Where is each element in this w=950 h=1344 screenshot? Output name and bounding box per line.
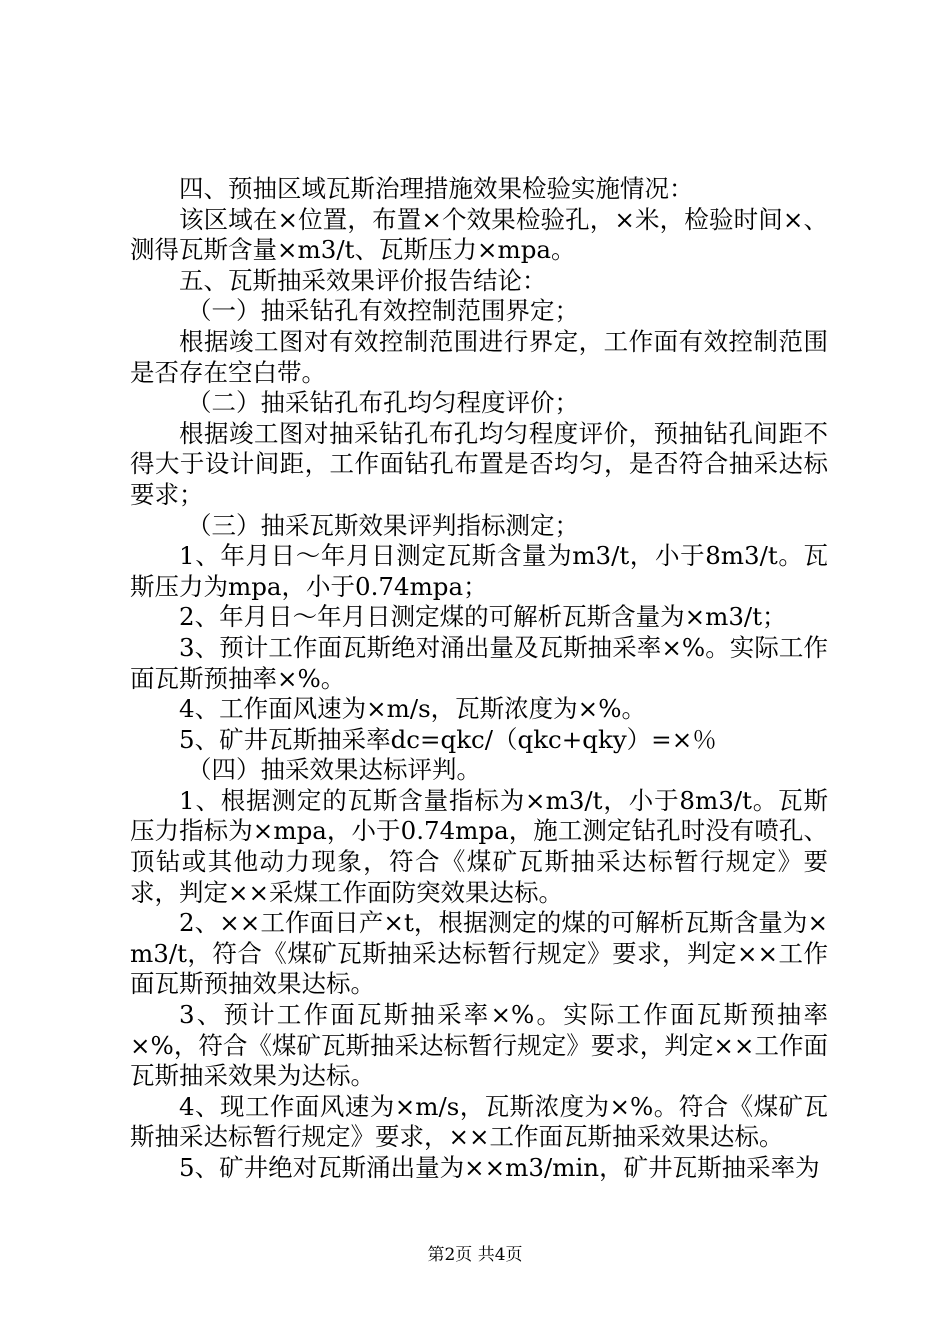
borehole-uniformity-paragraph: 根据竣工图对抽采钻孔布孔均匀程度评价，预抽钻孔间距不得大于设计间距，工作面钻孔布置是否均匀，是否符合抽采达标要求； (130, 418, 828, 509)
subsection-three-heading: （三）抽采瓦斯效果评判指标测定； (187, 510, 579, 540)
page-number-footer: 第2页 共4页 (427, 1245, 523, 1265)
measurement-item-5: 5、矿井瓦斯抽采率dc=qkc/（qkc+qky）=×％ (179, 724, 717, 754)
evaluation-item-3: 3、预计工作面瓦斯抽采率×%。实际工作面瓦斯预抽率×%，符合《煤矿瓦斯抽采达标暂行规定》要求，判定××工作面瓦斯抽采效果为达标。 (130, 1000, 828, 1091)
measurement-item-1: 1、年月日～年月日测定瓦斯含量为m3/t，小于8m3/t。瓦斯压力为mpa，小于0.74mpa； (130, 541, 828, 601)
inspection-paragraph: 该区域在×位置，布置×个效果检验孔，×米，检验时间×、测得瓦斯含量×m3/t、瓦斯压力×mpa。 (130, 204, 828, 265)
section-five-heading: 五、瓦斯抽采效果评价报告结论： (179, 265, 547, 295)
measurement-item-3: 3、预计工作面瓦斯绝对涌出量及瓦斯抽采率×%。实际工作面瓦斯预抽率×%。 (130, 632, 828, 693)
subsection-four-heading: （四）抽采效果达标评判。 (187, 755, 481, 785)
measurement-item-2: 2、年月日～年月日测定煤的可解析瓦斯含量为×m3/t； (179, 602, 787, 632)
measurement-item-4: 4、工作面风速为×m/s，瓦斯浓度为×%。 (179, 694, 646, 724)
evaluation-item-4: 4、现工作面风速为×m/s，瓦斯浓度为×%。符合《煤矿瓦斯抽采达标暂行规定》要求，××工作面瓦斯抽采效果达标。 (130, 1091, 828, 1152)
evaluation-item-1: 1、根据测定的瓦斯含量指标为×m3/t，小于8m3/t。瓦斯压力指标为×mpa，小于0.74mpa，施工测定钻孔时没有喷孔、顶钻或其他动力现象，符合《煤矿瓦斯抽采达标暂行规定》要求，判定××采煤工作面防突效果达标。 (130, 785, 828, 907)
document-body (130, 174, 828, 1184)
evaluation-item-5: 5、矿井绝对瓦斯涌出量为××m3/min，矿井瓦斯抽采率为 (179, 1153, 820, 1182)
section-four-heading: 四、预抽区域瓦斯治理措施效果检验实施情况： (179, 174, 694, 203)
subsection-two-heading: （二）抽采钻孔布孔均匀程度评价； (187, 388, 579, 418)
subsection-one-heading: （一）抽采钻孔有效控制范围界定； (187, 296, 579, 326)
evaluation-item-2: 2、××工作面日产×t，根据测定的煤的可解析瓦斯含量为×m3/t，符合《煤矿瓦斯抽采达标暂行规定》要求，判定××工作面瓦斯预抽效果达标。 (130, 908, 828, 999)
control-range-paragraph: 根据竣工图对有效控制范围进行界定，工作面有效控制范围是否存在空白带。 (130, 326, 828, 387)
